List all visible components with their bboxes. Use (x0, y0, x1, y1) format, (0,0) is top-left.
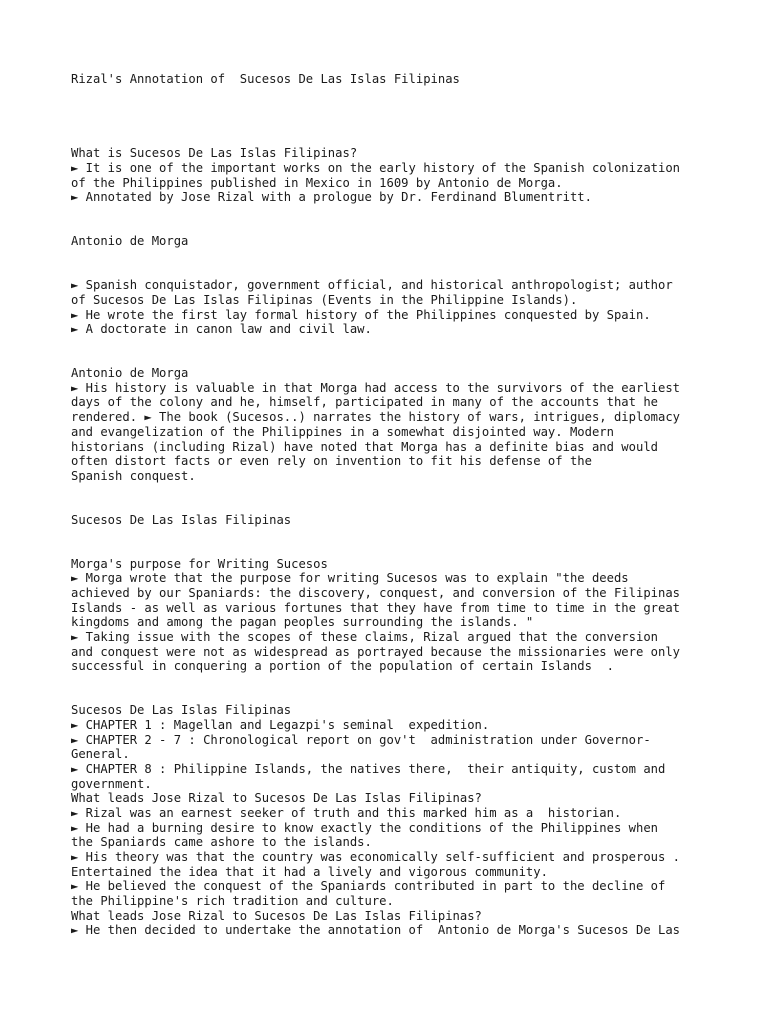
text-line: ► His history is valuable in that Morga had access to the survivors of the earliest (71, 381, 681, 395)
section-heading: Morga's purpose for Writing Sucesos (71, 557, 328, 571)
text-line: and evangelization of the Philippines in a somewhat disjointed way. Modern (71, 425, 614, 439)
text-line: of the Philippines published in Mexico in 1609 by Antonio de Morga. (71, 176, 563, 190)
text-line: ► Annotated by Jose Rizal with a prologue by Dr. Ferdinand Blumentritt. (71, 190, 592, 204)
text-line: ► He had a burning desire to know exactly the conditions of the Philippines when (71, 821, 658, 835)
section-heading: Sucesos De Las Islas Filipinas (71, 513, 292, 527)
text-line: achieved by our Spaniards: the discovery, conquest, and conversion of the Filipinas (71, 586, 681, 600)
section-heading: What is Sucesos De Las Islas Filipinas? (71, 146, 358, 160)
text-line: ► Rizal was an earnest seeker of truth and this marked him as a historian. (71, 806, 622, 820)
text-line: the Spaniards came ashore to the islands. (71, 835, 372, 849)
text-line: ► CHAPTER 8 : Philippine Islands, the natives there, their antiquity, custom and (71, 762, 666, 776)
text-line: the Philippine's rich tradition and culture. (71, 894, 394, 908)
text-line: and conquest were not as widespread as portrayed because the missionaries were only (71, 645, 681, 659)
text-line: government. (71, 777, 152, 791)
text-line: ► He then decided to undertake the annotation of Antonio de Morga's Sucesos De Las (71, 923, 681, 937)
text-line: ► A doctorate in canon law and civil law. (71, 322, 372, 336)
text-line: ► Taking issue with the scopes of these claims, Rizal argued that the conversion (71, 630, 658, 644)
text-line: of Sucesos De Las Islas Filipinas (Events in the Philippine Islands). (71, 293, 578, 307)
text-line: ► His theory was that the country was economically self-sufficient and prosperous . (71, 850, 681, 864)
text-line: ► It is one of the important works on the early history of the Spanish colonization (71, 161, 681, 175)
text-line: ► Morga wrote that the purpose for writing Sucesos was to explain "the deeds (71, 571, 629, 585)
text-line: ► He believed the conquest of the Spaniards contributed in part to the decline of (71, 879, 666, 893)
text-line: ► CHAPTER 1 : Magellan and Legazpi's seminal expedition. (71, 718, 490, 732)
text-line: General. (71, 747, 130, 761)
text-line: rendered. ► The book (Sucesos..) narrates the history of wars, intrigues, diplomacy (71, 410, 681, 424)
text-line: kingdoms and among the pagan peoples surrounding the islands. " (71, 615, 534, 629)
document-title: Rizal's Annotation of Sucesos De Las Islas Filipinas (71, 72, 460, 86)
section-heading: Sucesos De Las Islas Filipinas (71, 703, 292, 717)
text-line: ► He wrote the first lay formal history of the Philippines conquested by Spain. (71, 308, 651, 322)
section-heading: What leads Jose Rizal to Sucesos De Las Islas Filipinas? (71, 791, 482, 805)
text-line: Entertained the idea that it had a lively and vigorous community. (71, 865, 548, 879)
section-heading: What leads Jose Rizal to Sucesos De Las Islas Filipinas? (71, 909, 482, 923)
section-heading: Antonio de Morga (71, 366, 189, 380)
text-line: Spanish conquest. (71, 469, 196, 483)
text-line: successful in conquering a portion of the population of certain Islands . (71, 659, 614, 673)
text-line: often distort facts or even rely on invention to fit his defense of the (71, 454, 592, 468)
text-line: ► CHAPTER 2 - 7 : Chronological report on gov't administration under Governor- (71, 733, 651, 747)
text-line: days of the colony and he, himself, participated in many of the accounts that he (71, 395, 658, 409)
text-line: Islands - as well as various fortunes that they have from time to time in the great (71, 601, 681, 615)
section-heading: Antonio de Morga (71, 234, 189, 248)
text-line: historians (including Rizal) have noted that Morga has a definite bias and would (71, 440, 658, 454)
text-line: ► Spanish conquistador, government official, and historical anthropologist; author (71, 278, 673, 292)
